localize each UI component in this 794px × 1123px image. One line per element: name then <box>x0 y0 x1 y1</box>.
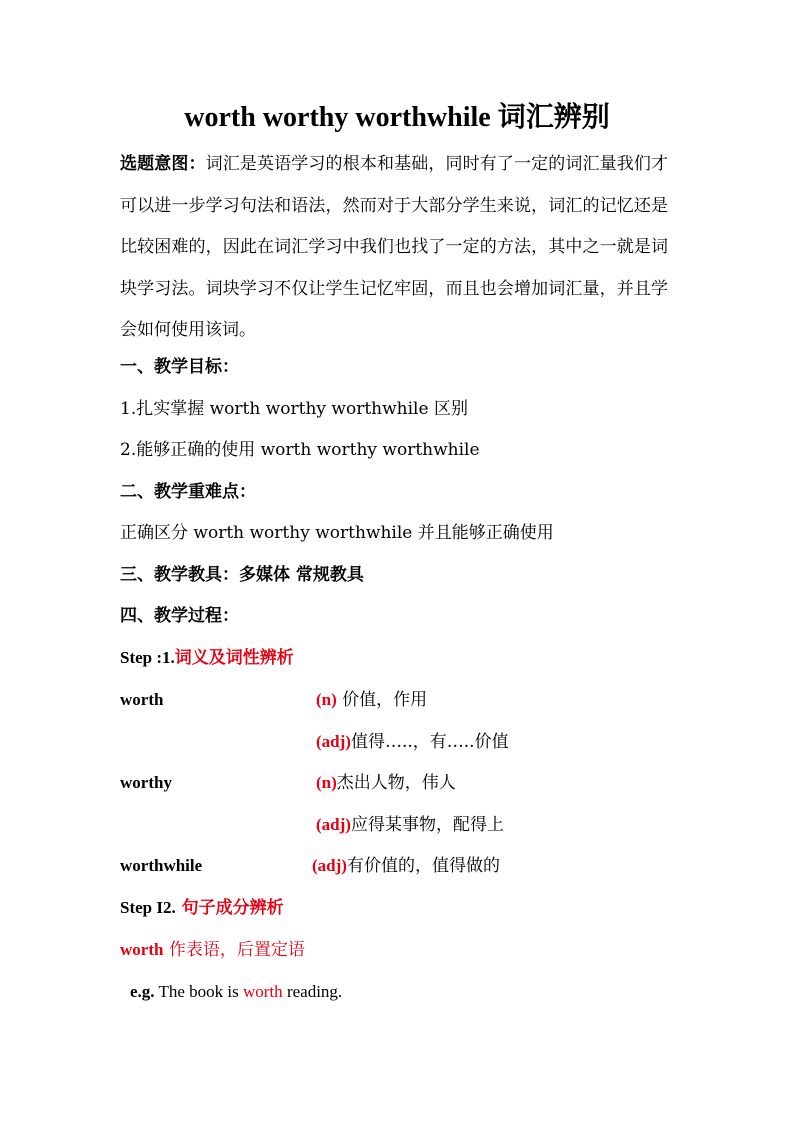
step1-prefix: Step :1. <box>120 648 175 667</box>
section-objectives-heading: 一、教学目标： <box>120 357 239 377</box>
vocab-row <box>0 853 794 879</box>
intro-label: 选题意图： <box>120 154 206 174</box>
vocab-row <box>0 687 794 713</box>
vocab-row <box>0 770 794 796</box>
objective-item-1: 1.扎实掌握 worth worthy worthwhile 区别 <box>120 399 468 419</box>
intro-paragraph <box>120 144 668 352</box>
intro-text: 词汇是英语学习的根本和基础，同时有了一定的词汇量我们才可以进一步学习句法和语法，然而对于大部分学生来说，词汇的记忆还是比较困难的，因此在词汇学习中我们也找了一定的方法，其中之一就是词块学习法。词块学习不仅让学生记忆牢固，而且也会增加词汇量，并且学会如何使用该词。 <box>120 154 669 340</box>
step2-prefix: Step I2. <box>120 898 176 917</box>
vocab-definition <box>316 729 509 755</box>
vocab-pos: (n) <box>316 690 337 709</box>
section-process-heading: 四、教学过程： <box>120 606 239 626</box>
example-highlight: worth <box>243 982 283 1001</box>
vocab-word: worthy <box>120 773 172 792</box>
example-after: reading. <box>282 982 343 1001</box>
example-before: The book is <box>154 982 244 1001</box>
page-title: worth worthy worthwhile 词汇辨别 <box>184 102 610 133</box>
vocab-meaning: 值得…..，有…..价值 <box>350 732 509 752</box>
vocab-pos: (adj) <box>316 732 351 751</box>
step1-heading <box>120 645 294 671</box>
vocab-row <box>0 812 794 838</box>
worth-usage-word: worth <box>120 940 164 959</box>
step2-title: 句子成分辨析 <box>181 898 284 918</box>
worth-usage-text: 作表语，后置定语 <box>163 940 305 960</box>
section-keypoints-heading: 二、教学重难点： <box>120 482 256 502</box>
vocab-meaning: 价值，作用 <box>336 690 428 710</box>
example-label: e.g. <box>130 982 155 1001</box>
vocab-row <box>0 729 794 755</box>
vocab-pos: (n) <box>316 773 337 792</box>
objective-item-2: 2.能够正确的使用 worth worthy worthwhile <box>120 440 480 460</box>
vocab-pos: (adj) <box>312 856 347 875</box>
vocab-meaning: 有价值的，值得做的 <box>346 856 500 876</box>
vocab-definition <box>316 687 427 713</box>
step2-heading <box>120 895 284 921</box>
vocab-word: worthwhile <box>120 856 203 875</box>
vocab-definition <box>316 770 456 796</box>
vocab-meaning: 杰出人物，伟人 <box>336 773 456 793</box>
worth-usage-line <box>120 937 305 963</box>
vocab-definition <box>312 853 500 879</box>
section-tools-heading: 三、教学教具：多媒体 常规教具 <box>120 565 364 585</box>
keypoints-text: 正确区分 worth worthy worthwhile 并且能够正确使用 <box>120 523 554 543</box>
vocab-word: worth <box>120 690 164 709</box>
vocab-meaning: 应得某事物，配得上 <box>350 815 504 835</box>
example-sentence <box>130 979 342 1005</box>
vocab-definition <box>316 812 504 838</box>
vocab-pos: (adj) <box>316 815 351 834</box>
step1-title: 词义及词性辨析 <box>174 648 294 668</box>
